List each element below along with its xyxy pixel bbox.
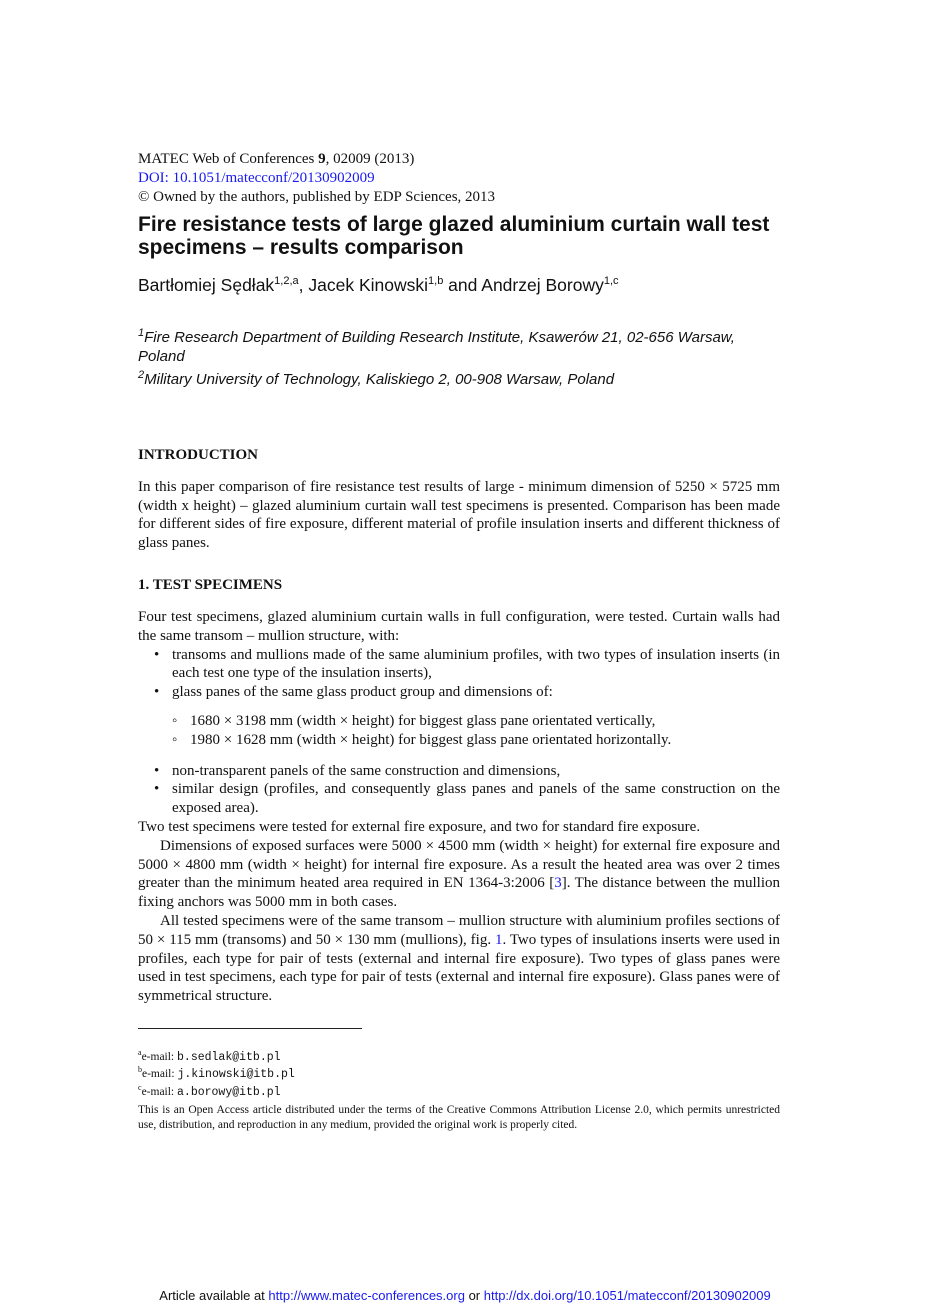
author-affiliation-mark: 1,c <box>603 275 619 287</box>
list-item: ◦ 1680 × 3198 mm (width × height) for biggest glass pane orientated vertically, <box>190 712 780 731</box>
bullet-list <box>138 762 780 818</box>
author-affiliation-mark: 1,2,a <box>274 275 299 287</box>
footnotes <box>138 1047 780 1099</box>
section1-lead-paragraph: Four test specimens, glazed aluminium curtain walls in full configuration, were tested. Curtain walls had the same transom – mullion structure, with: <box>138 609 780 644</box>
footnote-item <box>138 1047 780 1064</box>
author-name: Bartłomiej Sędłak <box>138 274 275 295</box>
section-heading-introduction: INTRODUCTION <box>138 446 259 463</box>
footnote-mark: c <box>138 1082 142 1092</box>
paper-title: Fire resistance tests of large glazed aluminium curtain wall test specimens – results comparison <box>138 213 770 259</box>
page-footer <box>0 1288 930 1303</box>
affiliation-number: 2 <box>138 368 145 381</box>
body-paragraph <box>138 837 780 912</box>
body-paragraph <box>138 912 780 1006</box>
footnote-label: e-mail: <box>142 1068 178 1081</box>
author-separator: , <box>298 274 309 295</box>
footnote-label: e-mail: <box>141 1050 178 1063</box>
copyright-line: © Owned by the authors, published by EDP Sciences, 2013 <box>138 189 496 205</box>
footnote-item <box>138 1082 780 1099</box>
reference-link[interactable]: 3 <box>554 875 562 892</box>
affiliation-item <box>138 324 780 366</box>
license-notice: This is an Open Access article distributed under the terms of the Creative Commons Attribution License 2.0, which permits unrestricted use, distribution, and reproduction in any medium, provided the original work is properly cited. <box>138 1103 780 1131</box>
footnote-item <box>138 1064 780 1081</box>
affiliation-text: Fire Research Department of Building Research Institute, Ksawerów 21, 02-656 Warsaw, Poland <box>138 328 735 365</box>
affiliations <box>138 324 780 389</box>
author-affiliation-mark: 1,b <box>428 275 444 287</box>
paper-page <box>138 150 780 1133</box>
article-doi-link[interactable]: http://dx.doi.org/10.1051/matecconf/20130902009 <box>483 1288 771 1303</box>
list-item: ◦ 1980 × 1628 mm (width × height) for biggest glass pane orientated horizontally. <box>190 731 780 750</box>
footer-prefix: Article available at <box>159 1288 269 1303</box>
footnote-email: b.sedlak@itb.pl <box>177 1050 281 1064</box>
figure-link[interactable]: 1 <box>494 931 503 948</box>
list-item: • glass panes of the same glass product group and dimensions of: <box>172 683 780 702</box>
list-item: • transoms and mullions made of the same aluminium profiles, with two types of insulation inserts (in each test one type of the insulation inserts), <box>172 646 780 684</box>
author-list <box>138 270 780 296</box>
paragraph-text: ]. The distance between the mullion fixing anchors was 5000 mm in both cases. <box>138 875 780 911</box>
body-paragraph: Two test specimens were tested for external fire exposure, and two for standard fire exposure. <box>138 818 701 835</box>
journal-volume: 9 <box>318 151 326 167</box>
intro-paragraph: In this paper comparison of fire resistance test results of large - minimum dimension of 5250 × 5725 mm (width x height) – glazed aluminium curtain wall test specimens is presented. Comparison has been made for different sides of fire exposure, different material of profile insulation inserts and different thickness of glass panes. <box>138 478 780 552</box>
footnote-email: a.borowy@itb.pl <box>177 1085 281 1099</box>
list-item: • similar design (profiles, and consequently glass panes and panels of the same construction on the exposed area). <box>172 780 780 818</box>
section-heading-test-specimens: 1. TEST SPECIMENS <box>138 577 283 594</box>
footnote-email: j.kinowski@itb.pl <box>177 1068 295 1082</box>
author-separator: and <box>443 274 482 295</box>
paragraph-text: . Two types of insulations inserts were used in profiles, each type for pair of tests (external and internal fire exposure). Two types of glass panes were used in test specimens, each type for pair of tests (external and internal fire exposure). Glass panes were of symmetrical structure. <box>138 931 780 1005</box>
affiliation-number: 1 <box>138 326 145 339</box>
affiliation-item <box>138 366 780 389</box>
sub-bullet-list <box>138 712 780 750</box>
footnote-divider <box>138 1028 362 1029</box>
author-name: Jacek Kinowski <box>308 274 429 295</box>
footer-middle: or <box>464 1288 484 1303</box>
author-name: Andrzej Borowy <box>481 274 604 295</box>
affiliation-text: Military University of Technology, Kaliskiego 2, 00-908 Warsaw, Poland <box>144 370 615 388</box>
journal-suffix: , 02009 (2013) <box>325 151 415 167</box>
bullet-list <box>138 646 780 702</box>
footnote-label: e-mail: <box>141 1085 178 1098</box>
journal-website-link[interactable]: http://www.matec-conferences.org <box>268 1288 465 1303</box>
list-item: • non-transparent panels of the same construction and dimensions, <box>172 762 780 781</box>
footnote-mark: a <box>138 1047 142 1057</box>
journal-prefix: MATEC Web of Conferences <box>138 151 319 167</box>
journal-citation <box>138 150 780 169</box>
footnote-mark: b <box>138 1065 142 1075</box>
paragraph-text: Dimensions of exposed surfaces were 5000 × 4500 mm (width × height) for external fire exposure and 5000 × 4800 mm (width × height) for internal fire exposure. As a result the heated area was over 2 times greater than the minimum heated area required in EN 1364-3:2006 [ <box>138 837 780 892</box>
doi-link[interactable]: DOI: 10.1051/matecconf/20130902009 <box>138 170 375 186</box>
paragraph-text: All tested specimens were of the same transom – mullion structure with aluminium profiles sections of 50 × 115 mm (transoms) and 50 × 130 mm (mullions), fig. <box>138 912 780 948</box>
